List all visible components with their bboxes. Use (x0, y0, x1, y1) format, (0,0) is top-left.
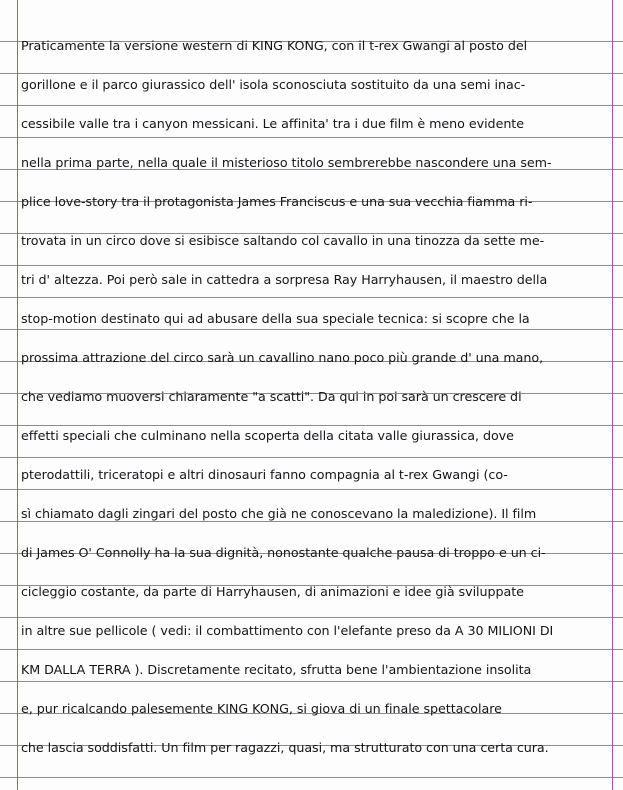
text-line: plice love-story tra il protagonista James Franciscus e una sua vecchia fiamma ri- (21, 194, 533, 209)
text-line: nella prima parte, nella quale il misterioso titolo sembrerebbe nascondere una sem- (21, 155, 552, 170)
text-line: pterodattili, triceratopi e altri dinosauri fanno compagnia al t-rex Gwangi (co- (21, 467, 508, 482)
text-line: prossima attrazione del circo sarà un cavallino nano poco più grande d' una mano, (21, 350, 544, 365)
text-line: e, pur ricalcando palesemente KING KONG, si giova di un finale spettacolare (21, 701, 502, 716)
text-line: effetti speciali che culminano nella scoperta della citata valle giurassica, dove (21, 428, 514, 443)
text-line: trovata in un circo dove si esibisce saltando col cavallo in una tinozza da sette me- (21, 233, 545, 248)
text-line: KM DALLA TERRA ). Discretamente recitato, sfrutta bene l'ambientazione insolita (21, 662, 532, 677)
text-line: tri d' altezza. Poi però sale in cattedra a sorpresa Ray Harryhausen, il maestro della (21, 272, 548, 287)
text-line: sì chiamato dagli zingari del posto che già ne conoscevano la maledizione). Il film (21, 506, 537, 521)
left-margin-line (17, 0, 18, 790)
text-line: che lascia soddisfatti. Un film per ragazzi, quasi, ma strutturato con una certa cura. (21, 740, 549, 755)
text-line: che vediamo muoversi chiaramente "a scatti". Da qui in poi sarà un crescere di (21, 389, 522, 404)
text-line: Praticamente la versione western di KING KONG, con il t-rex Gwangi al posto del (21, 38, 528, 53)
text-line: cessibile valle tra i canyon messicani. Le affinita' tra i due film è meno evidente (21, 116, 524, 131)
text-line: di James O' Connolly ha la sua dignità, nonostante qualche pausa di troppo e un ci- (21, 545, 546, 560)
handwritten-review-text (21, 31, 611, 772)
text-line: in altre sue pellicole ( vedi: il combattimento con l'elefante preso da A 30 MILIONI DI (21, 623, 554, 638)
text-line: gorillone e il parco giurassico dell' isola sconosciuta sostituito da una semi inac- (21, 77, 526, 92)
text-line: cicleggio costante, da parte di Harryhausen, di animazioni e idee già sviluppate (21, 584, 524, 599)
text-line: stop-motion destinato qui ad abusare della sua speciale tecnica: si scopre che la (21, 311, 530, 326)
right-margin-line (612, 0, 613, 790)
